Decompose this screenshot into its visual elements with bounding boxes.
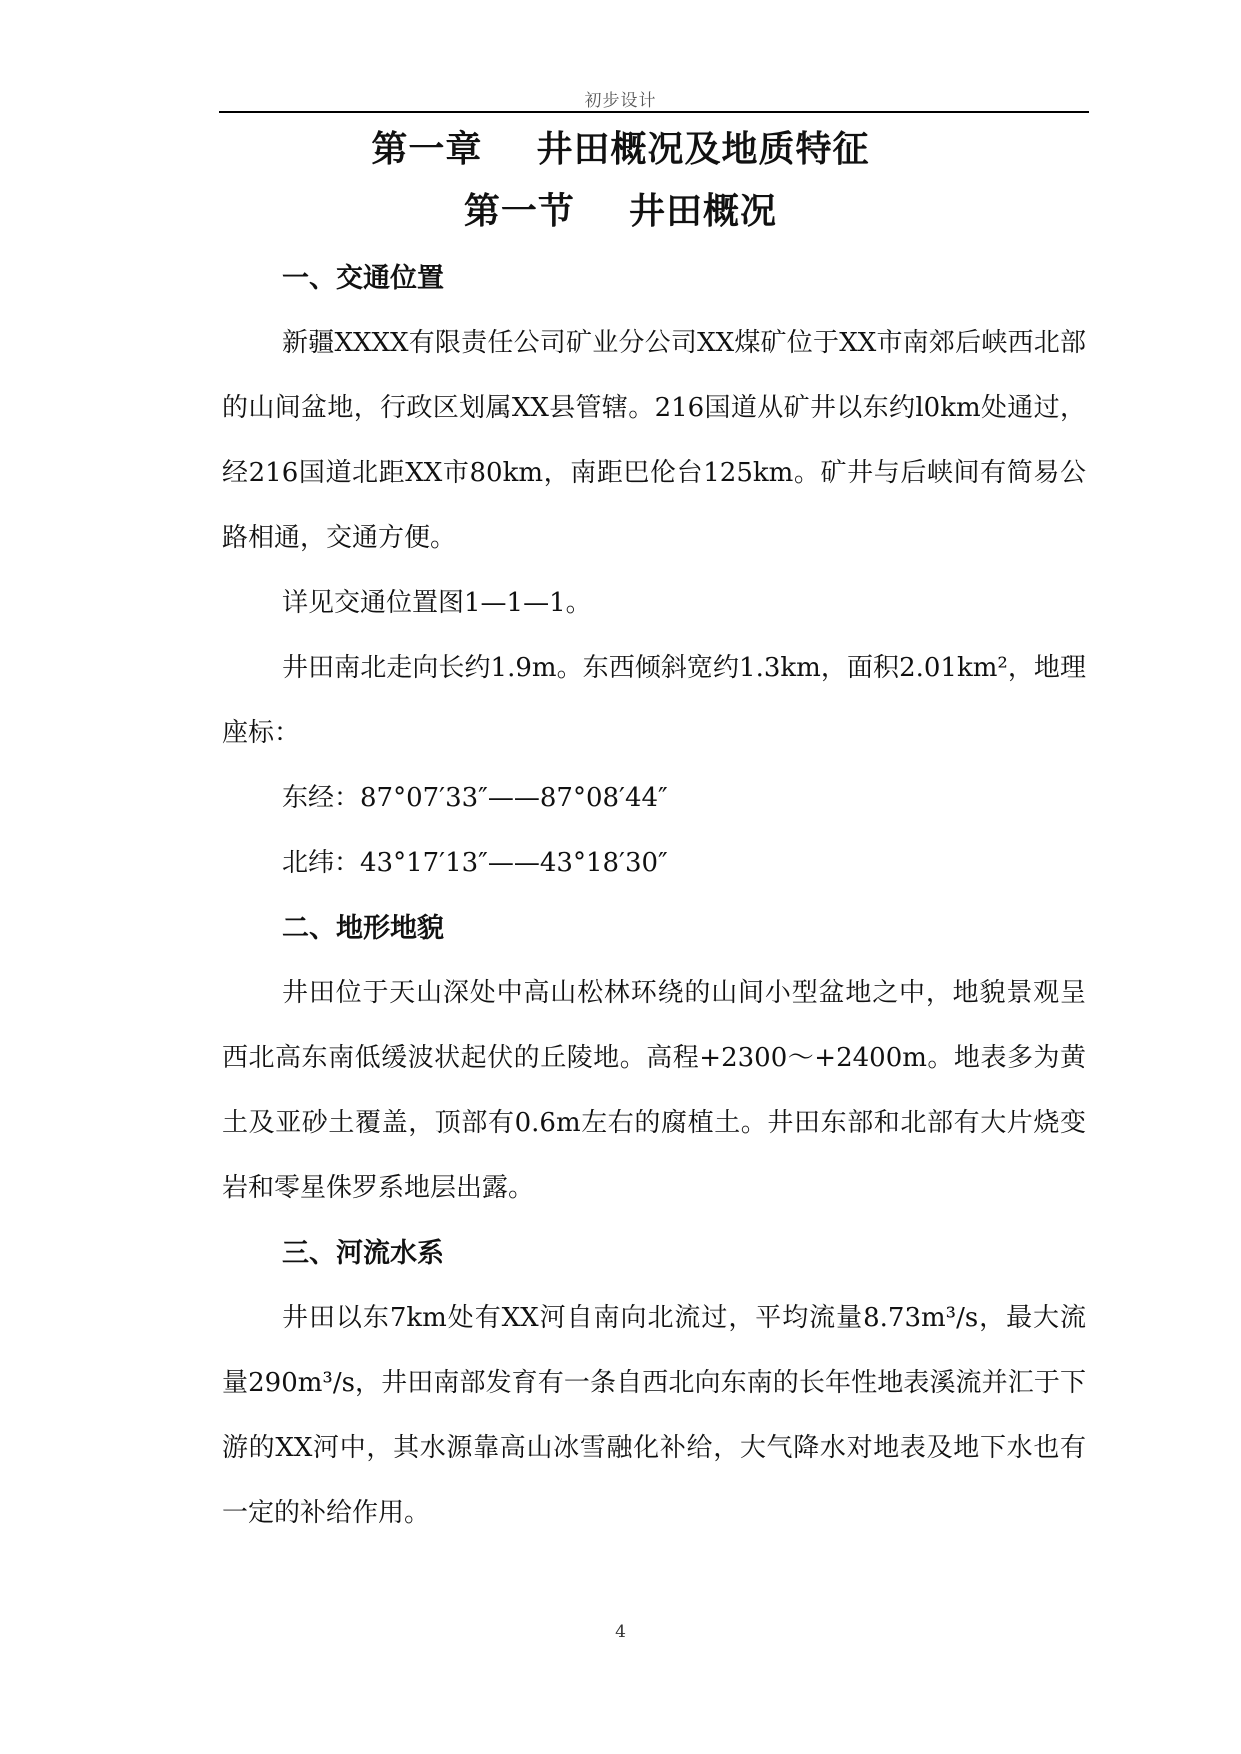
paragraph-terrain: 井田位于天山深处中高山松林环绕的山间小型盆地之中，地貌景观呈西北高东南低缓波状起伏的丘陵地。高程+2300～+2400m。地表多为黄土及亚砂土覆盖，顶部有0.6m左右的腐植土。井田东部和北部有大片烧变岩和零星侏罗系地层出露。 (222, 978, 1086, 1203)
subsection-heading-terrain: 二、地形地貌 (282, 913, 444, 944)
running-header: 初步设计 (584, 91, 657, 111)
paragraph-latitude: 北纬：43°17′13″——43°18′30″ (282, 848, 668, 878)
subsection-heading-rivers: 三、河流水系 (282, 1238, 444, 1269)
paragraph-location: 新疆XXXX有限责任公司矿业分公司XX煤矿位于XX市南郊后峡西北部的山间盆地，行政区划属XX县管辖。216国道从矿井以东约l0km处通过，经216国道北距XX市80km，南距巴伦台125km。矿井与后峡间有简易公路相通，交通方便。 (222, 328, 1086, 553)
paragraph-rivers: 井田以东7km处有XX河自南向北流过，平均流量8.73m³/s，最大流量290m³/s，井田南部发育有一条自西北向东南的长年性地表溪流并汇于下游的XX河中，其水源靠高山冰雪融化补给，大气降水对地表及地下水也有一定的补给作用。 (222, 1303, 1086, 1528)
section-title: 第一节 井田概况 (463, 191, 778, 232)
subsection-heading-transport: 一、交通位置 (282, 263, 444, 294)
chapter-title: 第一章 井田概况及地质特征 (371, 129, 870, 170)
paragraph-field-size: 井田南北走向长约1.9m。东西倾斜宽约1.3km，面积2.01km²，地理座标： (222, 653, 1086, 748)
page-number: 4 (615, 1622, 626, 1642)
header-rule (219, 111, 1089, 113)
paragraph-longitude: 东经：87°07′33″——87°08′44″ (282, 783, 668, 813)
body-content (222, 246, 1086, 1546)
paragraph-map-reference: 详见交通位置图1—1—1。 (282, 588, 592, 618)
